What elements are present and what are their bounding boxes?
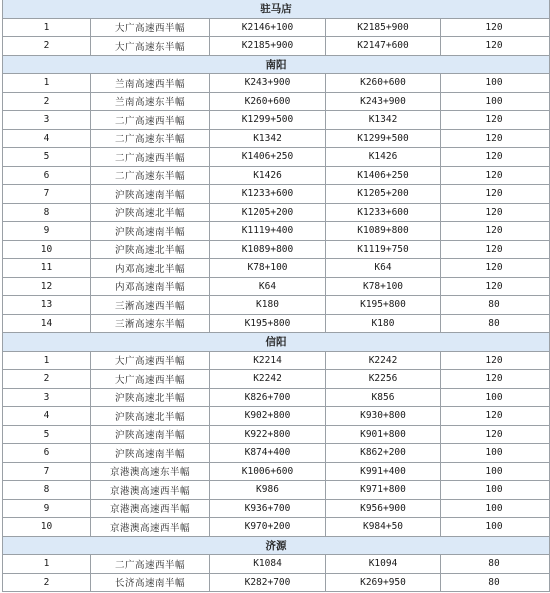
table-row (3, 370, 549, 389)
end-stake-cell: K243+900 (326, 93, 441, 111)
table-row (3, 74, 549, 93)
road-section-cell: 兰南高速西半幅 (91, 74, 210, 92)
row-number-cell: 6 (3, 167, 91, 185)
row-number-cell: 10 (3, 241, 91, 259)
start-stake-cell: K1089+800 (210, 241, 326, 259)
road-section-cell: 大广高速西半幅 (91, 19, 210, 37)
road-section-cell: 沪陕高速南半幅 (91, 426, 210, 444)
start-stake-cell: K1342 (210, 130, 326, 148)
road-section-cell: 沪陕高速南半幅 (91, 185, 210, 203)
start-stake-cell: K1233+600 (210, 185, 326, 203)
end-stake-cell: K1119+750 (326, 241, 441, 259)
end-stake-cell: K1426 (326, 148, 441, 166)
row-number-cell: 8 (3, 481, 91, 499)
speed-limit-cell: 120 (485, 225, 503, 237)
end-stake-cell: K180 (326, 315, 441, 333)
row-number-cell: 7 (3, 463, 91, 481)
start-stake-cell: K1006+600 (210, 463, 326, 481)
road-section-cell: 沪陕高速南半幅 (91, 222, 210, 240)
start-stake-cell: K78+100 (210, 259, 326, 277)
speed-limit-cell: 120 (485, 428, 503, 440)
row-number-cell: 7 (3, 185, 91, 203)
speed-limit-cell: 120 (485, 354, 503, 366)
start-stake-cell: K243+900 (210, 74, 326, 92)
row-number-cell: 2 (3, 93, 91, 111)
row-number-cell: 9 (3, 222, 91, 240)
road-section-cell: 京港澳高速东半幅 (91, 463, 210, 481)
row-number-cell: 1 (3, 74, 91, 92)
table-row (3, 444, 549, 463)
start-stake-cell: K986 (210, 481, 326, 499)
speed-limit-cell: 80 (488, 576, 500, 588)
row-number-cell: 3 (3, 389, 91, 407)
table-row (3, 278, 549, 297)
speed-limit-cell: 100 (485, 77, 503, 89)
row-number-cell: 12 (3, 278, 91, 296)
row-number-cell: 8 (3, 204, 91, 222)
table-row (3, 204, 549, 223)
start-stake-cell: K902+800 (210, 407, 326, 425)
start-stake-cell: K970+200 (210, 518, 326, 536)
row-number-cell: 4 (3, 130, 91, 148)
table-row (3, 463, 549, 482)
table-row (3, 426, 549, 445)
start-stake-cell: K936+700 (210, 500, 326, 518)
start-stake-cell: K1119+400 (210, 222, 326, 240)
row-number-cell: 1 (3, 555, 91, 573)
row-number-cell: 2 (3, 370, 91, 388)
table-row (3, 222, 549, 241)
speed-limit-cell: 120 (485, 169, 503, 181)
speed-limit-cell: 120 (485, 21, 503, 33)
start-stake-cell: K1426 (210, 167, 326, 185)
end-stake-cell: K956+900 (326, 500, 441, 518)
end-stake-cell: K930+800 (326, 407, 441, 425)
start-stake-cell: K282+700 (210, 574, 326, 592)
speed-limit-cell: 80 (488, 558, 500, 570)
row-number-cell: 1 (3, 19, 91, 37)
road-section-cell: 二广高速西半幅 (91, 111, 210, 129)
speed-limit-cell: 80 (488, 317, 500, 329)
end-stake-cell: K1205+200 (326, 185, 441, 203)
end-stake-cell: K2242 (326, 352, 441, 370)
end-stake-cell: K1094 (326, 555, 441, 573)
row-number-cell: 6 (3, 444, 91, 462)
road-section-cell: 大广高速西半幅 (91, 352, 210, 370)
road-section-cell: 京港澳高速西半幅 (91, 518, 210, 536)
road-section-cell: 内邓高速北半幅 (91, 259, 210, 277)
speed-limit-cell: 100 (485, 465, 503, 477)
table-row (3, 167, 549, 186)
start-stake-cell: K2146+100 (210, 19, 326, 37)
speed-limit-cell: 120 (485, 114, 503, 126)
table-row (3, 574, 549, 593)
speed-limit-cell: 100 (485, 502, 503, 514)
end-stake-cell: K856 (326, 389, 441, 407)
end-stake-cell: K260+600 (326, 74, 441, 92)
table-row (3, 19, 549, 38)
end-stake-cell: K862+200 (326, 444, 441, 462)
road-section-cell: 长济高速南半幅 (91, 574, 210, 592)
speed-table (2, 0, 550, 592)
row-number-cell: 1 (3, 352, 91, 370)
section-header: 南阳 (3, 56, 549, 75)
road-section-cell: 三淅高速东半幅 (91, 315, 210, 333)
table-row (3, 93, 549, 112)
end-stake-cell: K971+800 (326, 481, 441, 499)
road-section-cell: 二广高速东半幅 (91, 167, 210, 185)
end-stake-cell: K901+800 (326, 426, 441, 444)
road-section-cell: 沪陕高速南半幅 (91, 444, 210, 462)
road-section-cell: 内邓高速南半幅 (91, 278, 210, 296)
start-stake-cell: K1205+200 (210, 204, 326, 222)
speed-limit-cell: 100 (485, 447, 503, 459)
end-stake-cell: K2147+600 (326, 37, 441, 55)
end-stake-cell: K78+100 (326, 278, 441, 296)
table-row (3, 185, 549, 204)
row-number-cell: 4 (3, 407, 91, 425)
end-stake-cell: K1233+600 (326, 204, 441, 222)
row-number-cell: 5 (3, 426, 91, 444)
speed-limit-cell: 120 (485, 410, 503, 422)
end-stake-cell: K2185+900 (326, 19, 441, 37)
table-row (3, 555, 549, 574)
table-row (3, 500, 549, 519)
row-number-cell: 13 (3, 296, 91, 314)
start-stake-cell: K260+600 (210, 93, 326, 111)
end-stake-cell: K1342 (326, 111, 441, 129)
speed-limit-cell: 120 (485, 373, 503, 385)
table-row (3, 259, 549, 278)
speed-limit-cell: 100 (485, 95, 503, 107)
speed-limit-cell: 120 (485, 262, 503, 274)
road-section-cell: 二广高速东半幅 (91, 130, 210, 148)
row-number-cell: 10 (3, 518, 91, 536)
speed-limit-cell: 120 (485, 243, 503, 255)
road-section-cell: 兰南高速东半幅 (91, 93, 210, 111)
table-row (3, 296, 549, 315)
row-number-cell: 14 (3, 315, 91, 333)
start-stake-cell: K1299+500 (210, 111, 326, 129)
start-stake-cell: K1406+250 (210, 148, 326, 166)
start-stake-cell: K2185+900 (210, 37, 326, 55)
road-section-cell: 京港澳高速西半幅 (91, 500, 210, 518)
speed-limit-cell: 120 (485, 132, 503, 144)
start-stake-cell: K2242 (210, 370, 326, 388)
start-stake-cell: K826+700 (210, 389, 326, 407)
table-row (3, 389, 549, 408)
speed-limit-cell: 120 (485, 188, 503, 200)
road-section-cell: 京港澳高速西半幅 (91, 481, 210, 499)
speed-limit-cell: 120 (485, 151, 503, 163)
start-stake-cell: K922+800 (210, 426, 326, 444)
start-stake-cell: K195+800 (210, 315, 326, 333)
table-row (3, 148, 549, 167)
speed-limit-cell: 100 (485, 521, 503, 533)
road-section-cell: 大广高速东半幅 (91, 37, 210, 55)
end-stake-cell: K64 (326, 259, 441, 277)
row-number-cell: 2 (3, 574, 91, 592)
speed-limit-cell: 80 (488, 299, 500, 311)
table-row (3, 352, 549, 371)
end-stake-cell: K1406+250 (326, 167, 441, 185)
road-section-cell: 沪陕高速北半幅 (91, 407, 210, 425)
end-stake-cell: K2256 (326, 370, 441, 388)
end-stake-cell: K1089+800 (326, 222, 441, 240)
road-section-cell: 沪陕高速北半幅 (91, 204, 210, 222)
section-header: 驻马店 (3, 0, 549, 19)
road-section-cell: 二广高速西半幅 (91, 555, 210, 573)
road-section-cell: 大广高速西半幅 (91, 370, 210, 388)
start-stake-cell: K874+400 (210, 444, 326, 462)
table-row (3, 407, 549, 426)
row-number-cell: 3 (3, 111, 91, 129)
end-stake-cell: K984+50 (326, 518, 441, 536)
table-row (3, 111, 549, 130)
start-stake-cell: K1084 (210, 555, 326, 573)
road-section-cell: 二广高速西半幅 (91, 148, 210, 166)
table-row (3, 315, 549, 334)
table-row (3, 481, 549, 500)
start-stake-cell: K2214 (210, 352, 326, 370)
table-row (3, 37, 549, 56)
row-number-cell: 11 (3, 259, 91, 277)
row-number-cell: 9 (3, 500, 91, 518)
start-stake-cell: K64 (210, 278, 326, 296)
table-row (3, 518, 549, 537)
end-stake-cell: K269+950 (326, 574, 441, 592)
speed-limit-cell: 120 (485, 280, 503, 292)
speed-limit-cell: 100 (485, 391, 503, 403)
row-number-cell: 5 (3, 148, 91, 166)
start-stake-cell: K180 (210, 296, 326, 314)
table-row (3, 241, 549, 260)
road-section-cell: 三淅高速西半幅 (91, 296, 210, 314)
speed-limit-cell: 100 (485, 484, 503, 496)
section-header: 信阳 (3, 333, 549, 352)
end-stake-cell: K991+400 (326, 463, 441, 481)
speed-limit-cell: 120 (485, 40, 503, 52)
end-stake-cell: K195+800 (326, 296, 441, 314)
section-header: 济源 (3, 537, 549, 556)
row-number-cell: 2 (3, 37, 91, 55)
speed-limit-cell: 120 (485, 206, 503, 218)
end-stake-cell: K1299+500 (326, 130, 441, 148)
road-section-cell: 沪陕高速北半幅 (91, 241, 210, 259)
table-row (3, 130, 549, 149)
road-section-cell: 沪陕高速北半幅 (91, 389, 210, 407)
